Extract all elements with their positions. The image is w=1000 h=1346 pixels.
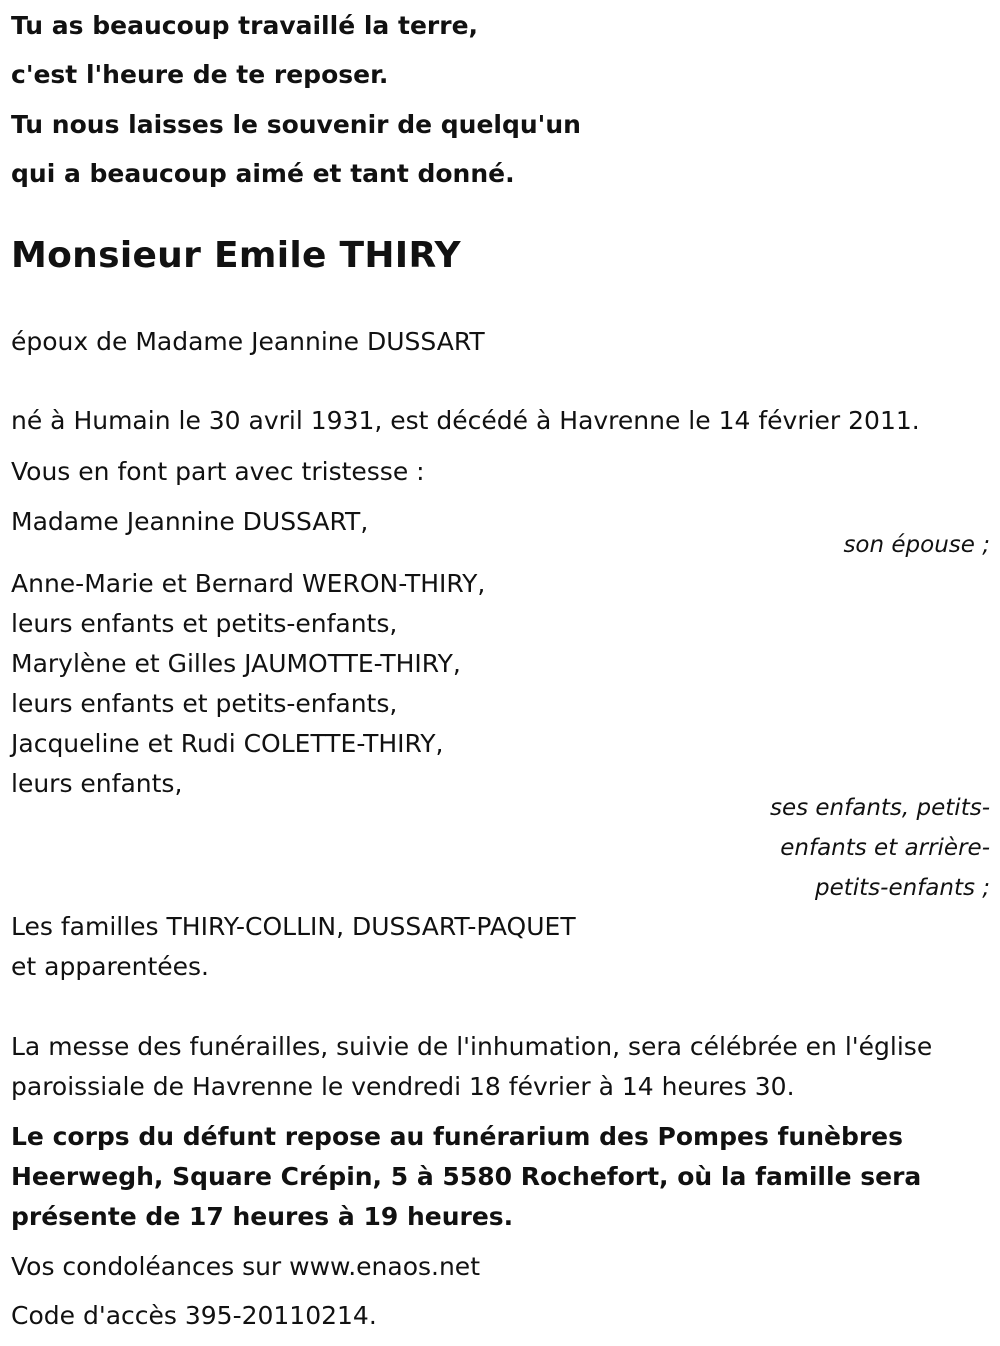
viewing-line-2: Heerwegh, Square Crépin, 5 à 5580 Rochefort, où la famille sera: [11, 1162, 922, 1191]
child-line-3: Marylène et Gilles JAUMOTTE-THIRY,: [11, 649, 461, 678]
poem-line-1: Tu as beaucoup travaillé la terre,: [11, 11, 479, 40]
children-role-2: enfants et arrière-: [780, 835, 990, 861]
poem-line-3: Tu nous laisses le souvenir de quelqu'un: [11, 110, 581, 139]
poem-line-4: qui a beaucoup aimé et tant donné.: [11, 159, 515, 188]
relatives-line-2: et apparentées.: [11, 952, 209, 981]
poem-line-2: c'est l'heure de te reposer.: [11, 60, 389, 89]
relatives-line-1: Les familles THIRY-COLLIN, DUSSART-PAQUET: [11, 912, 576, 941]
child-line-1: Anne-Marie et Bernard WERON-THIRY,: [11, 569, 486, 598]
viewing-line-3: présente de 17 heures à 19 heures.: [11, 1202, 514, 1231]
child-line-2: leurs enfants et petits-enfants,: [11, 609, 398, 638]
funeral-line-2: paroissiale de Havrenne le vendredi 18 février à 14 heures 30.: [11, 1072, 795, 1101]
viewing-line-1: Le corps du défunt repose au funérarium des Pompes funèbres: [11, 1122, 904, 1151]
access-code-line: Code d'accès 395-20110214.: [11, 1301, 377, 1330]
child-line-6: leurs enfants,: [11, 769, 183, 798]
child-line-5: Jacqueline et Rudi COLETTE-THIRY,: [11, 729, 444, 758]
children-role-1: ses enfants, petits-: [769, 795, 990, 821]
funeral-line-1: La messe des funérailles, suivie de l'inhumation, sera célébrée en l'église: [11, 1032, 933, 1061]
birth-death-line: né à Humain le 30 avril 1931, est décédé à Havrenne le 14 février 2011.: [11, 406, 920, 435]
condolences-line: Vos condoléances sur www.enaos.net: [11, 1252, 480, 1281]
spouse-line: époux de Madame Jeannine DUSSART: [11, 327, 485, 356]
family-spouse: Madame Jeannine DUSSART,: [11, 507, 369, 536]
children-role-3: petits-enfants ;: [814, 875, 990, 901]
deceased-name: Monsieur Emile THIRY: [11, 235, 461, 276]
spouse-role: son épouse ;: [843, 532, 990, 558]
announcement-intro: Vous en font part avec tristesse :: [11, 457, 425, 486]
child-line-4: leurs enfants et petits-enfants,: [11, 689, 398, 718]
